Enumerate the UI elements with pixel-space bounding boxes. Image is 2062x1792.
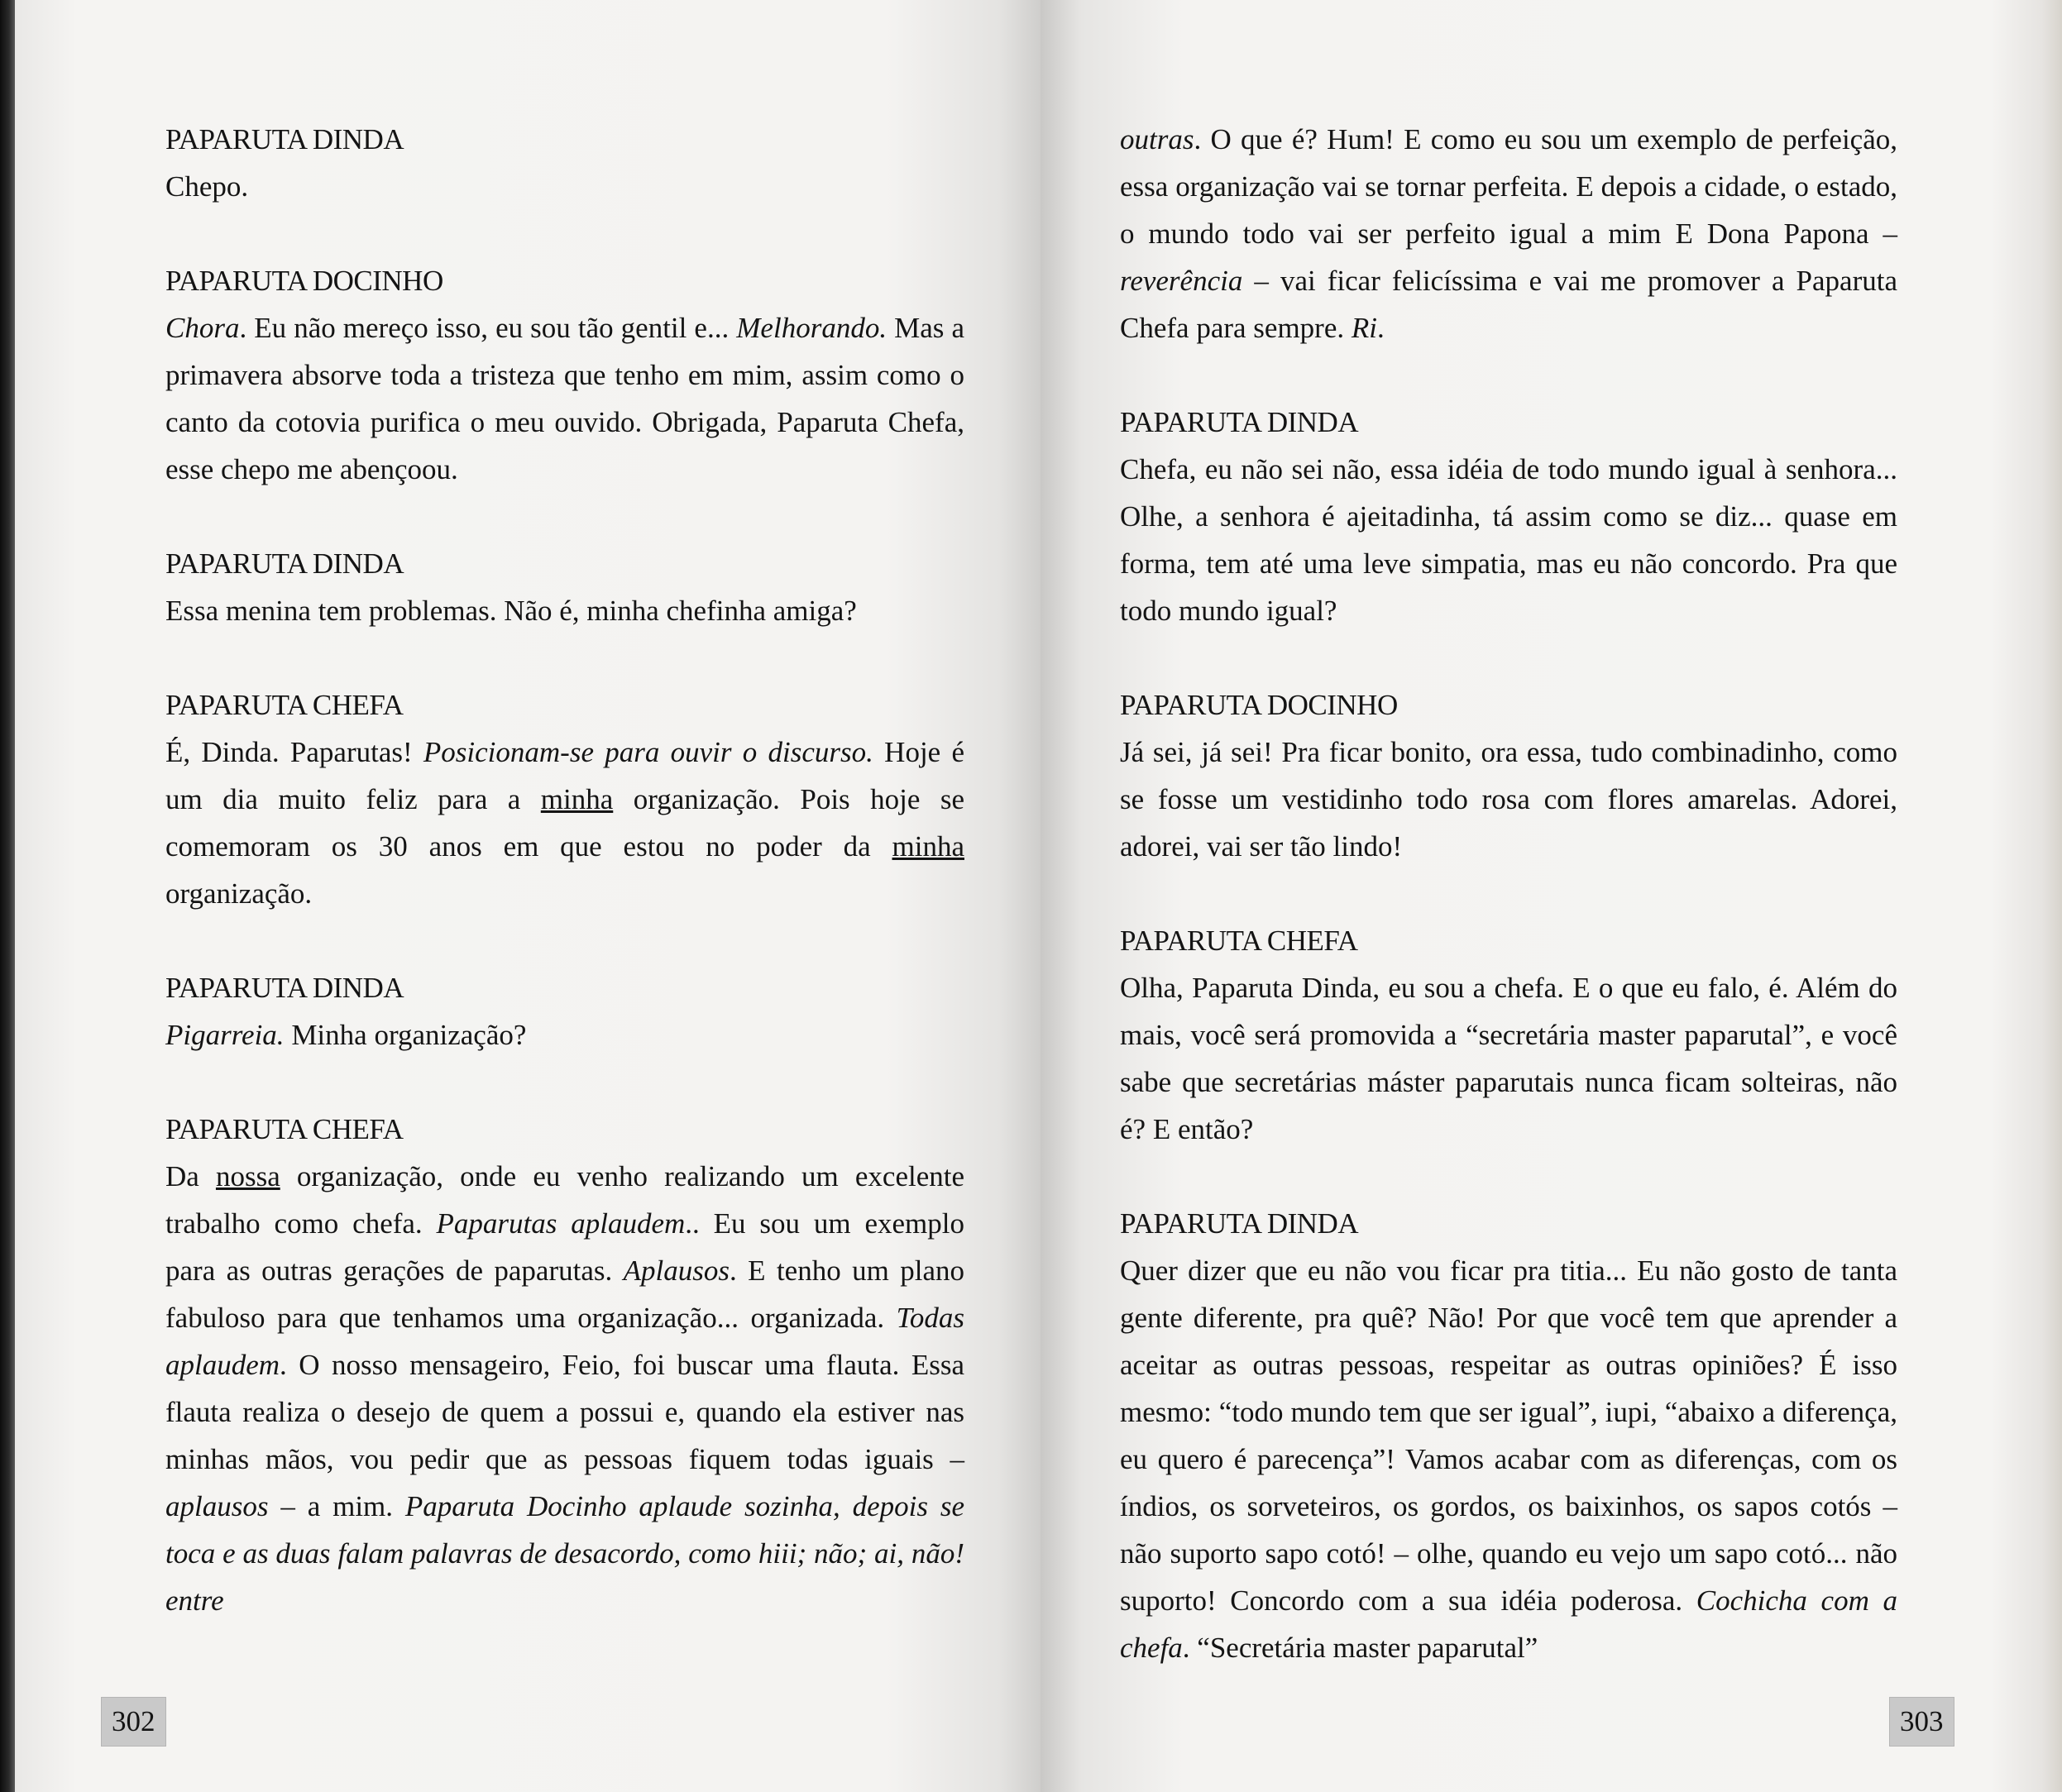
dialogue-text: Olha, Paparuta Dinda, eu sou a chefa. E o que eu falo, é. Além do mais, você será promovida a “secretária master paparutal”, e você sabe que secretárias máster paparutais nunca ficam solteiras, não é? E então? [1120,972,1897,1145]
stage-direction: outras [1120,123,1194,155]
dialogue-text: Já sei, já sei! Pra ficar bonito, ora essa, tudo combinadinho, como se fosse um vestidinho todo rosa com flores amarelas. Adorei, adorei, vai ser tão lindo! [1120,736,1898,863]
speaker-name: PAPARUTA DINDA [165,123,404,155]
left-page-text [165,116,964,1624]
block-gap [1120,1153,1897,1200]
stage-direction: com a chefa [1120,1584,1897,1664]
left-page [15,0,1041,1792]
underlined-word: minha [892,830,964,863]
book-edge-shadow [0,0,15,1792]
stage-direction: Cochicha [1696,1584,1807,1617]
block-gap [165,634,964,681]
speaker-name: PAPARUTA DINDA [1120,1207,1359,1240]
dialogue-text: Da nossa organização, onde eu venho realizando um excelente trabalho como chefa. Paparutas aplaudem.. Eu sou um exemplo para as outras gerações de paparutas. Aplausos. E tenho um plano fabuloso para que tenhamos uma organização... organizada. Todas aplaudem. O nosso mensageiro, Feio, foi buscar uma flauta. Essa flauta realiza o desejo de quem a possui e, quando ela estiver nas minhas mãos, vou pedir que as pessoas fiquem todas iguais – aplausos – a mim. Paparuta Docinho aplaude sozinha, depois se toca e as duas falam palavras de desacordo, como hiii; não; ai, não! entre [165,1160,965,1617]
dialogue-text: Quer dizer que eu não vou ficar pra titia... Eu não gosto de tanta gente diferente, pra quê? Não! Por que você tem que aprender a aceitar as outras pessoas, respeitar as outras opiniões? É isso mesmo: “todo mundo tem que ser igual”, iupi, “abaixo a diferença, eu quero é parecença”! Vamos acabar com as diferenças, com os índios, os sorveteiros, os gordos, os baixinhos, os sapos cotós – não suporto sapo cotó! – olhe, quando eu vejo um sapo cotó... não suporto! Concordo com a sua idéia poderosa. Cochicha com a chefa. “Secretária master paparutal” [1120,1254,1898,1664]
block-gap [1120,634,1897,681]
underlined-word: minha [540,783,614,815]
speaker-name: PAPARUTA DINDA [165,547,404,580]
dialogue-text: Pigarreia. Minha organização? [165,1019,527,1051]
stage-direction: Melhorando. [736,312,887,344]
stage-direction: Posicionam-se para ouvir o discurso. [423,736,873,768]
block-gap [165,210,964,257]
stage-direction: Paparuta Docinho aplaude sozinha, depois se toca e as duas [165,1490,964,1570]
stage-direction: Pigarreia. [165,1019,285,1051]
dialogue-text: outras. O que é? Hum! E como eu sou um exemplo de perfeição, essa organização vai se tornar perfeita. E depois a cidade, o estado, o mundo todo vai ser perfeito igual a mim E Dona Papona – reverência – vai ficar felicíssima e vai me promover a Paparuta Chefa para sempre. Ri. [1120,123,1898,344]
speaker-name: PAPARUTA CHEFA [165,1113,404,1145]
right-page-text [1120,116,1897,1671]
dialogue-text: Chefa, eu não sei não, essa idéia de todo mundo igual à senhora... Olhe, a senhora é ajeitadinha, tá assim como se diz... quase em forma, tem até uma leve simpatia, mas eu não concordo. Pra que todo mundo igual? [1120,453,1898,627]
block-gap [165,1058,964,1106]
block-gap [1120,351,1897,399]
stage-direction: Paparutas aplaudem [436,1207,686,1240]
stage-direction: Aplausos [623,1254,730,1287]
page-number-left: 302 [101,1697,166,1747]
speaker-name: PAPARUTA DOCINHO [165,265,443,297]
stage-direction: Chora [165,312,240,344]
stage-direction: aplausos [165,1490,269,1522]
speaker-name: PAPARUTA DOCINHO [1120,689,1398,721]
stage-direction: Ri [1351,312,1377,344]
underlined-word: nossa [215,1160,280,1192]
block-gap [1120,870,1897,917]
speaker-name: PAPARUTA CHEFA [165,689,404,721]
stage-direction: reverência [1120,265,1243,297]
speaker-name: PAPARUTA DINDA [165,972,404,1004]
page-number-right: 303 [1889,1697,1954,1747]
block-gap [165,917,964,964]
dialogue-text: Chora. Eu não mereço isso, eu sou tão gentil e... Melhorando. Mas a primavera absorve toda a tristeza que tenho em mim, assim como o canto da cotovia purifica o meu ouvido. Obrigada, Paparuta Chefa, esse chepo me abençoou. [165,312,965,485]
stage-direction: falam palavras de desacordo, como hiii; não; ai, não! entre [165,1537,965,1617]
right-page [1041,0,2062,1792]
block-gap [165,493,964,540]
dialogue-text: É, Dinda. Paparutas! Posicionam-se para ouvir o discurso. Hoje é um dia muito feliz para a minha organização. Pois hoje se comemoram os 30 anos em que estou no poder da minha organização. [165,736,964,910]
stage-direction: Todas aplaudem [165,1302,964,1381]
dialogue-text: Chepo. [165,170,249,203]
speaker-name: PAPARUTA CHEFA [1120,925,1358,957]
dialogue-text: Essa menina tem problemas. Não é, minha chefinha amiga? [165,595,857,627]
speaker-name: PAPARUTA DINDA [1120,406,1359,438]
